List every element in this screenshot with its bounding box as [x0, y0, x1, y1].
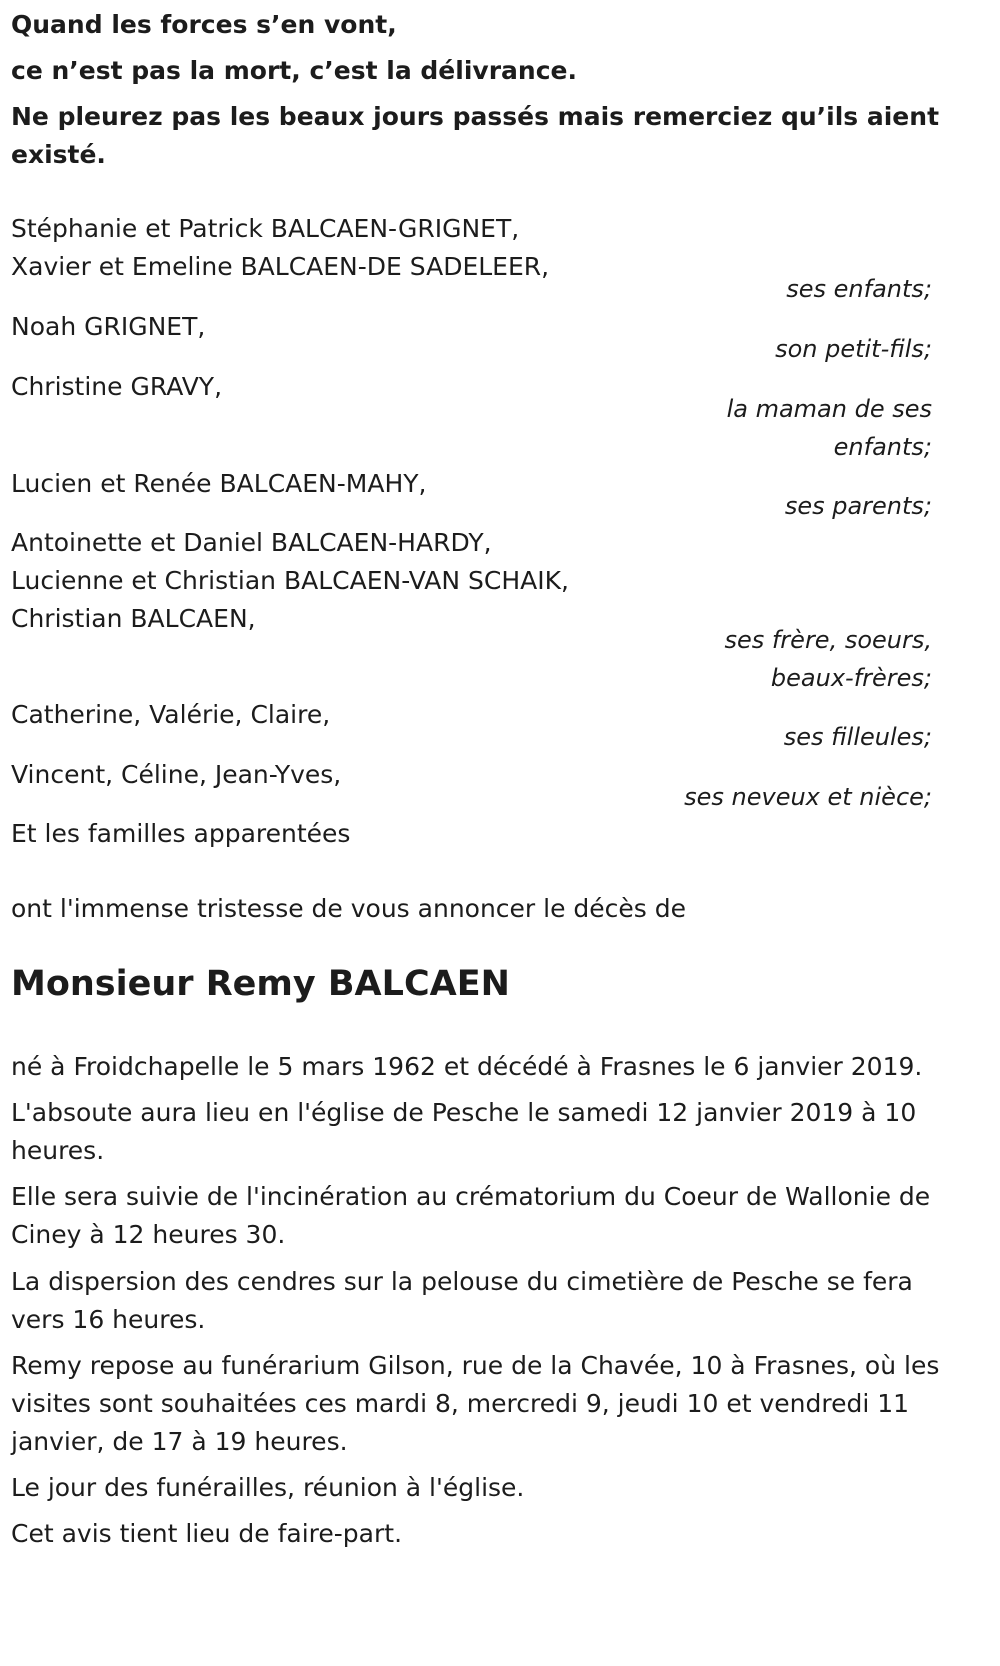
detail-meeting: Le jour des funérailles, réunion à l'église. [11, 1473, 525, 1502]
family-role-nephews: ses neveux et nièce; [684, 783, 932, 811]
quote-line-2: ce n’est pas la mort, c’est la délivrance. [11, 56, 577, 85]
family-role-siblings: ses frère, soeurs, beaux-frères; [724, 626, 932, 692]
family-name-3: Noah GRIGNET, [11, 312, 206, 341]
quote-line-3: Ne pleurez pas les beaux jours passés mais remerciez qu’ils aient existé. [11, 102, 940, 169]
detail-birth-death: né à Froidchapelle le 5 mars 1962 et décédé à Frasnes le 6 janvier 2019. [11, 1052, 923, 1081]
detail-cremation: Elle sera suivie de l'incinération au crématorium du Coeur de Wallonie de Ciney à 12 heures 30. [11, 1182, 931, 1249]
family-name-4: Christine GRAVY, [11, 372, 223, 401]
family-name-1: Stéphanie et Patrick BALCAEN-GRIGNET, [11, 214, 520, 243]
family-name-5: Lucien et Renée BALCAEN-MAHY, [11, 469, 427, 498]
quote-line-1: Quand les forces s’en vont, [11, 10, 397, 39]
detail-notice: Cet avis tient lieu de faire-part. [11, 1519, 403, 1548]
family-name-10: Vincent, Céline, Jean-Yves, [11, 760, 342, 789]
family-role-grandson: son petit-fils; [775, 335, 932, 363]
detail-ash-dispersal: La dispersion des cendres sur la pelouse du cimetière de Pesche se fera vers 16 heures. [11, 1267, 913, 1334]
family-name-2: Xavier et Emeline BALCAEN-DE SADELEER, [11, 252, 550, 281]
family-name-8: Christian BALCAEN, [11, 604, 256, 633]
family-role-goddaughters: ses filleules; [783, 723, 932, 751]
family-role-parents: ses parents; [784, 492, 932, 520]
deceased-name: Monsieur Remy BALCAEN [11, 964, 510, 1004]
announcement-text: ont l'immense tristesse de vous annoncer le décès de [11, 894, 687, 923]
family-name-7: Lucienne et Christian BALCAEN-VAN SCHAIK, [11, 566, 569, 595]
family-role-children: ses enfants; [786, 275, 932, 303]
family-name-11: Et les familles apparentées [11, 819, 351, 848]
detail-absolution: L'absoute aura lieu en l'église de Pesche le samedi 12 janvier 2019 à 10 heures. [11, 1098, 917, 1165]
detail-visitation: Remy repose au funérarium Gilson, rue de la Chavée, 10 à Frasnes, où les visites sont souhaitées ces mardi 8, mercredi 9, jeudi 10 et vendredi 11 janvier, de 17 à 19 heures. [11, 1351, 940, 1456]
family-name-9: Catherine, Valérie, Claire, [11, 700, 331, 729]
family-role-mother-of-children: la maman de ses enfants; [726, 395, 932, 461]
family-name-6: Antoinette et Daniel BALCAEN-HARDY, [11, 528, 492, 557]
